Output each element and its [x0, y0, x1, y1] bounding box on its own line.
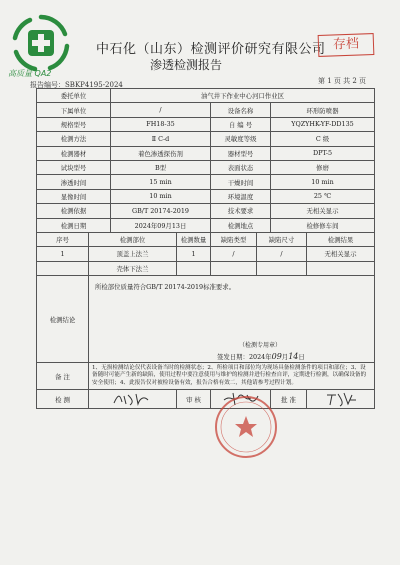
report-table: [36, 88, 375, 409]
remarks-text: 1、无损检测结论仅代表设备当时的检测状态；2、所检项目和部位均为现场具备检测条件的项目和部位；3、设备随时可能产生新的缺陷，使用过程中要注意使用与维护的检测并进行检查自评，定期进行检测，以确保设备的安全使用；4、此报告仅对被检设备有效，报告合格有效二，其他请参考过程计划。: [89, 363, 375, 390]
results-header-no: 序号: [37, 232, 89, 246]
surface-label: 表面状态: [211, 160, 271, 174]
approve-label: 批 准: [271, 390, 307, 409]
company-logo-icon: [10, 12, 72, 74]
test-block-value: B型: [111, 160, 211, 174]
result-type: /: [211, 247, 257, 261]
inspector-signature-icon: [110, 390, 156, 408]
develop-time-label: 显像时间: [37, 189, 111, 203]
result-value: 无相关显示: [307, 247, 375, 261]
logo-caption: 高质量 QA2: [8, 69, 52, 78]
dry-time-label: 干燥时间: [211, 175, 271, 189]
spec-label: 规格型号: [37, 117, 111, 131]
conclusion-text: 所检部位质量符合GB/T 20174-2019标准要求。: [95, 283, 236, 292]
tech-req-label: 技术要求: [211, 204, 271, 218]
sub-unit-label: 下属单位: [37, 103, 111, 117]
inspect-label: 检 测: [37, 390, 89, 409]
self-no-value: YQZYHK-YF-DD135: [271, 117, 375, 131]
approve-signature: [307, 390, 375, 409]
result-type: [211, 261, 257, 275]
table-row: [37, 261, 375, 275]
equip-model-value: DPT-5: [271, 146, 375, 160]
sub-unit-value: /: [111, 103, 211, 117]
issue-date-day: 14: [288, 352, 299, 362]
env-temp-label: 环境温度: [211, 189, 271, 203]
location-label: 检测地点: [211, 218, 271, 232]
archive-stamp: 存档: [318, 33, 375, 57]
result-part: 顶盖上法兰: [89, 247, 177, 261]
develop-time-value: 10 min: [111, 189, 211, 203]
penetrate-time-value: 15 min: [111, 175, 211, 189]
method-value: Ⅱ C-d: [111, 132, 211, 146]
results-header-type: 缺陷类型: [211, 232, 257, 246]
report-title: 渗透检测报告: [150, 58, 223, 72]
remarks-label: 备 注: [37, 363, 89, 390]
dry-time-value: 10 min: [271, 175, 375, 189]
table-row: [37, 247, 375, 261]
conclusion-seal-note: （检测专用章）: [239, 342, 282, 350]
surface-value: 修磨: [271, 160, 375, 174]
tech-req-value: 无相关显示: [271, 204, 375, 218]
result-no: [37, 261, 89, 275]
issue-date-month: 09: [271, 352, 282, 362]
sensitivity-value: C 级: [271, 132, 375, 146]
date-value: 2024年09月13日: [111, 218, 211, 232]
device-name-label: 设备名称: [211, 103, 271, 117]
location-value: 检修修车间: [271, 218, 375, 232]
review-label: 审 核: [177, 390, 211, 409]
material-value: 着色渗透探伤剂: [111, 146, 211, 160]
client-label: 委托单位: [37, 89, 111, 103]
issue-date: [217, 352, 305, 361]
results-header-result: 检测结果: [307, 232, 375, 246]
results-header-row: [37, 232, 375, 246]
issue-date-day-suffix: 日: [298, 353, 305, 362]
result-value: [307, 261, 375, 275]
result-qty: [177, 261, 211, 275]
report-number: 报告编号：SBKP4195-2024: [30, 81, 123, 89]
sensitivity-label: 灵敏度等级: [211, 132, 271, 146]
date-label: 检测日期: [37, 218, 111, 232]
conclusion-label: 检测结论: [37, 276, 89, 363]
results-header-size: 缺陷尺寸: [257, 232, 307, 246]
test-block-label: 试块型号: [37, 160, 111, 174]
result-no: 1: [37, 247, 89, 261]
env-temp-value: 25 ℃: [271, 189, 375, 203]
issue-date-month-suffix: 月: [281, 353, 289, 362]
penetrate-time-label: 渗透时间: [37, 175, 111, 189]
conclusion-body: [89, 276, 374, 362]
issue-date-prefix: 签发日期：2024年: [217, 353, 272, 362]
device-name-value: 环形防喷器: [271, 103, 375, 117]
inspection-seal-icon: [213, 394, 279, 460]
result-size: [257, 261, 307, 275]
inspect-signature: [89, 390, 177, 409]
result-size: /: [257, 247, 307, 261]
approver-signature-icon: [324, 390, 358, 408]
company-name: 中石化（山东）检测评价研究有限公司: [96, 42, 326, 57]
basis-label: 检测依据: [37, 204, 111, 218]
result-qty: 1: [177, 247, 211, 261]
equip-model-label: 器材型号: [211, 146, 271, 160]
result-part: 壳体下法兰: [89, 261, 177, 275]
material-label: 检测器材: [37, 146, 111, 160]
basis-value: GB/T 20174-2019: [111, 204, 211, 218]
spec-value: FH18-35: [111, 117, 211, 131]
client-value: 油气井下作业中心河口作业区: [111, 89, 375, 103]
results-header-part: 检测部位: [89, 232, 177, 246]
method-label: 检测方法: [37, 132, 111, 146]
results-header-qty: 检测数量: [177, 232, 211, 246]
self-no-label: 自 编 号: [211, 117, 271, 131]
page-number: 第 1 页 共 2 页: [318, 77, 367, 85]
